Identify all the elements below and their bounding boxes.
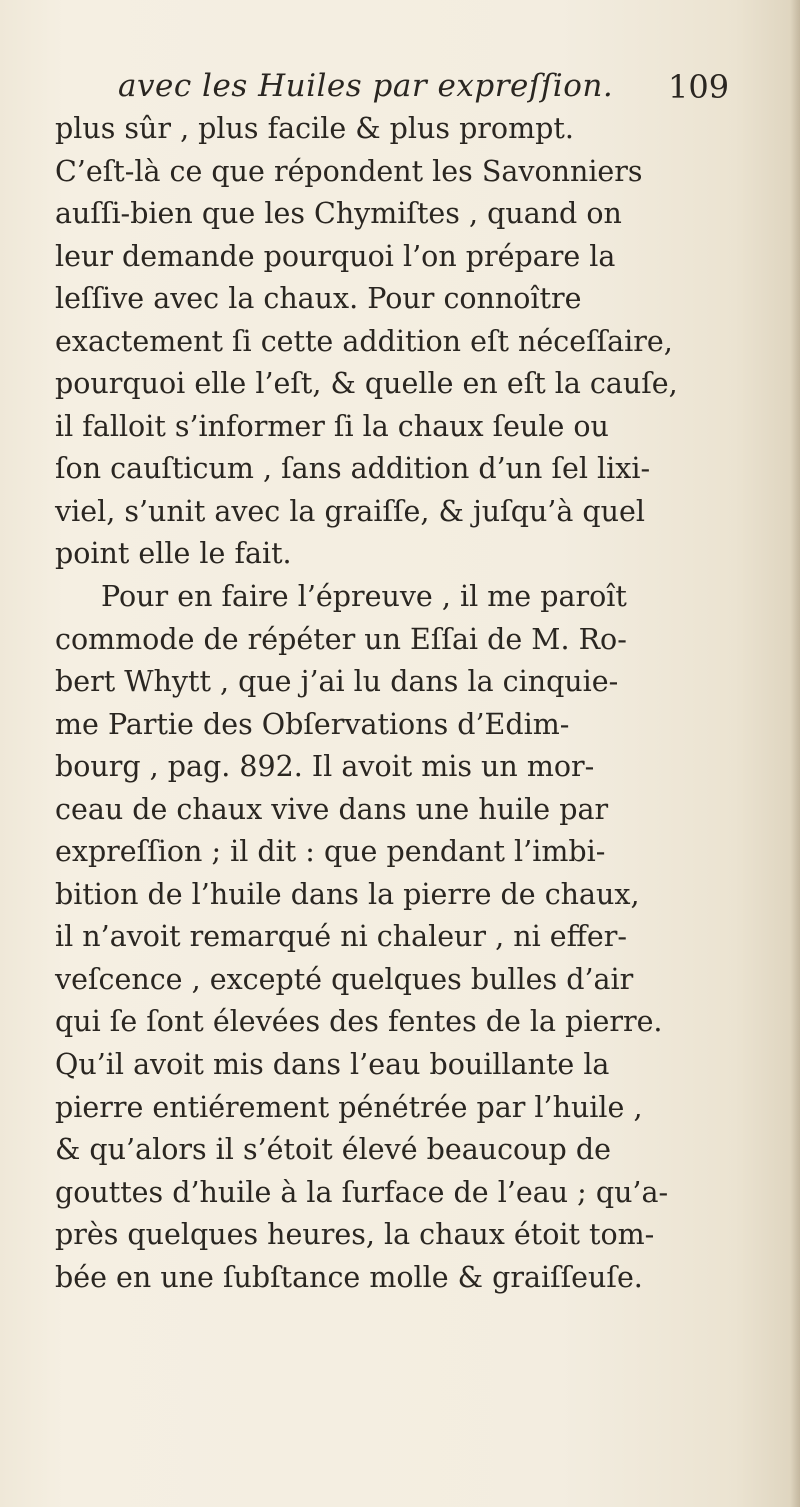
running-head <box>0 68 800 112</box>
text-line: bourg , pag. 892. Il avoit mis un mor- <box>55 750 595 784</box>
text-line: il n’avoit remarqué ni chaleur , ni effer- <box>55 920 627 954</box>
text-line: C’eſt-là ce que répondent les Savonniers <box>55 154 643 188</box>
text-line: me Partie des Obſervations d’Edim- <box>55 707 570 741</box>
body-text <box>55 108 775 1299</box>
page-number: 109 <box>668 68 730 106</box>
text-line: plus sûr , plus facile & plus prompt. <box>55 112 574 145</box>
text-line: pierre entiérement pénétrée par l’huile , <box>55 1090 643 1124</box>
text-line: pourquoi elle l’eſt, & quelle en eſt la cauſe, <box>55 367 678 401</box>
text-line: près quelques heures, la chaux étoit tom- <box>55 1218 655 1252</box>
text-line: veſcence , excepté quelques bulles d’air <box>55 962 634 996</box>
text-line: bée en une ſubſtance molle & graiſſeuſe. <box>55 1260 643 1294</box>
text-line: leſſive avec la chaux. Pour connoître <box>55 282 582 316</box>
text-line: bert Whytt , que j’ai lu dans la cinquie- <box>55 665 619 699</box>
text-line: il falloit s’informer ſi la chaux ſeule ou <box>55 409 609 443</box>
text-line: auſſi-bien que les Chymiſtes , quand on <box>55 197 622 231</box>
text-line: qui ſe ſont élevées des fentes de la pierre. <box>55 1005 663 1039</box>
text-line: & qu’alors il s’étoit élevé beaucoup de <box>55 1133 611 1167</box>
running-title: avec les Huiles par expreſſion. <box>118 68 614 104</box>
text-line: viel, s’unit avec la graiſſe, & juſqu’à quel <box>55 494 645 528</box>
text-line: expreſſion ; il dit : que pendant l’imbi- <box>55 835 606 869</box>
text-line: Qu’il avoit mis dans l’eau bouillante la <box>55 1048 610 1082</box>
paragraph-start-line: Pour en faire l’épreuve , il me paroît <box>101 580 627 614</box>
text-line: commode de répéter un Eſſai de M. Ro- <box>55 622 627 656</box>
text-line: leur demande pourquoi l’on prépare la <box>55 239 616 273</box>
text-line: gouttes d’huile à la ſurface de l’eau ; qu’a- <box>55 1175 669 1209</box>
text-line: ceau de chaux vive dans une huile par <box>55 792 609 826</box>
text-line: ſon cauſticum , ſans addition d’un ſel lixi- <box>55 452 651 486</box>
text-line: exactement ſi cette addition eſt néceſſaire, <box>55 324 673 358</box>
text-line: point elle le fait. <box>55 537 292 571</box>
text-line: bition de l’huile dans la pierre de chaux, <box>55 877 640 911</box>
